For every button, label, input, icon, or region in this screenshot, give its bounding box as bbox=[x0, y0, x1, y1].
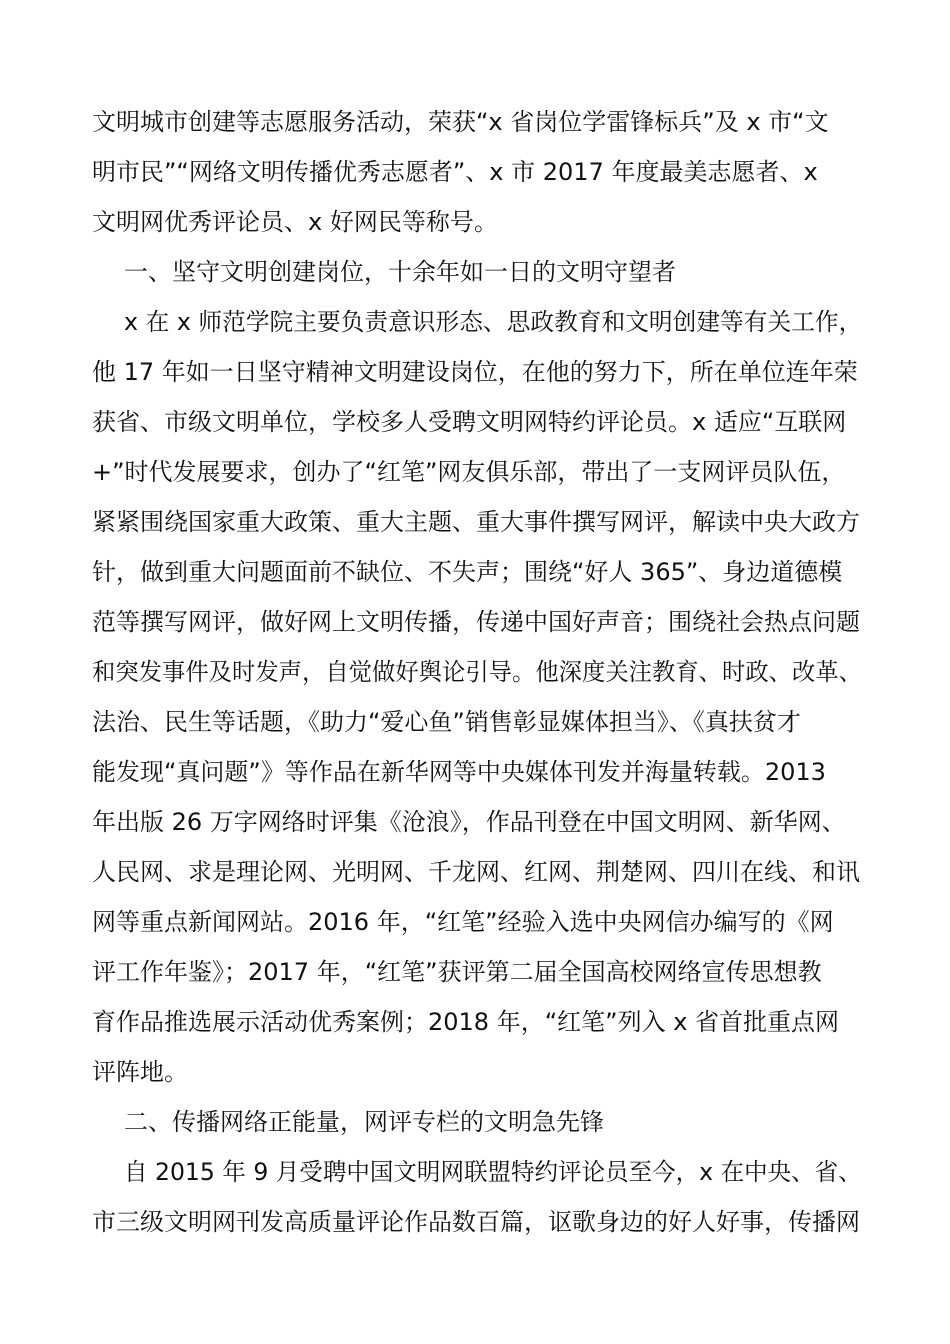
section-heading-1: 一、坚守文明创建岗位，十余年如一日的文明守望者 bbox=[124, 258, 676, 286]
body-text-line: 市三级文明网刊发高质量评论作品数百篇，讴歌身边的好人好事，传播网 bbox=[92, 1208, 860, 1236]
body-text-line: 和突发事件及时发声，自觉做好舆论引导。他深度关注教育、时政、改革、 bbox=[92, 658, 862, 686]
body-text-line: 紧紧围绕国家重大政策、重大主题、重大事件撰写网评，解读中央大政方 bbox=[92, 508, 860, 536]
body-text-line: 他 17 年如一日坚守精神文明建设岗位，在他的努力下，所在单位连年荣 bbox=[92, 358, 858, 386]
body-text-line: 范等撰写网评，做好网上文明传播，传递中国好声音；围绕社会热点问题 bbox=[92, 608, 860, 636]
body-text-line: 评阵地。 bbox=[92, 1058, 188, 1086]
body-text-line: +”时代发展要求，创办了“红笔”网友俱乐部，带出了一支网评员队伍， bbox=[92, 458, 846, 486]
body-text-line: 针，做到重大问题面前不缺位、不失声；围绕“好人 365”、身边道德模 bbox=[92, 558, 843, 586]
body-text-line: 评工作年鉴》；2017 年，“红笔”获评第二届全国高校网络宣传思想教 bbox=[92, 958, 822, 986]
body-text-line: 文明城市创建等志愿服务活动，荣获“x 省岗位学雷锋标兵”及 x 市“文 bbox=[92, 108, 829, 136]
body-text-line: 年出版 26 万字网络时评集《沧浪》，作品刊登在中国文明网、新华网、 bbox=[92, 808, 846, 836]
body-text-line: 获省、市级文明单位，学校多人受聘文明网特约评论员。x 适应“互联网 bbox=[92, 408, 847, 436]
body-text-line: 法治、民生等话题，《助力“爱心鱼”销售彰显媒体担当》、《真扶贫才 bbox=[92, 708, 801, 736]
body-text-line: 人民网、求是理论网、光明网、千龙网、红网、荆楚网、四川在线、和讯 bbox=[92, 858, 860, 886]
body-text-line: 育作品推选展示活动优秀案例；2018 年，“红笔”列入 x 省首批重点网 bbox=[92, 1008, 840, 1036]
body-text-line: 明市民”“网络文明传播优秀志愿者”、x 市 2017 年度最美志愿者、x bbox=[92, 158, 818, 186]
body-text-line: 网等重点新闻网站。2016 年，“红笔”经验入选中央网信办编写的《网 bbox=[92, 908, 834, 936]
section-heading-2: 二、传播网络正能量，网评专栏的文明急先锋 bbox=[124, 1108, 604, 1136]
body-text-line: 自 2015 年 9 月受聘中国文明网联盟特约评论员至今，x 在中央、省、 bbox=[124, 1158, 862, 1186]
body-text-line: 文明网优秀评论员、x 好网民等称号。 bbox=[92, 208, 498, 236]
body-text-line: 能发现“真问题”》等作品在新华网等中央媒体刊发并海量转载。2013 bbox=[92, 758, 826, 786]
body-text-line: x 在 x 师范学院主要负责意识形态、思政教育和文明创建等有关工作， bbox=[124, 308, 863, 336]
